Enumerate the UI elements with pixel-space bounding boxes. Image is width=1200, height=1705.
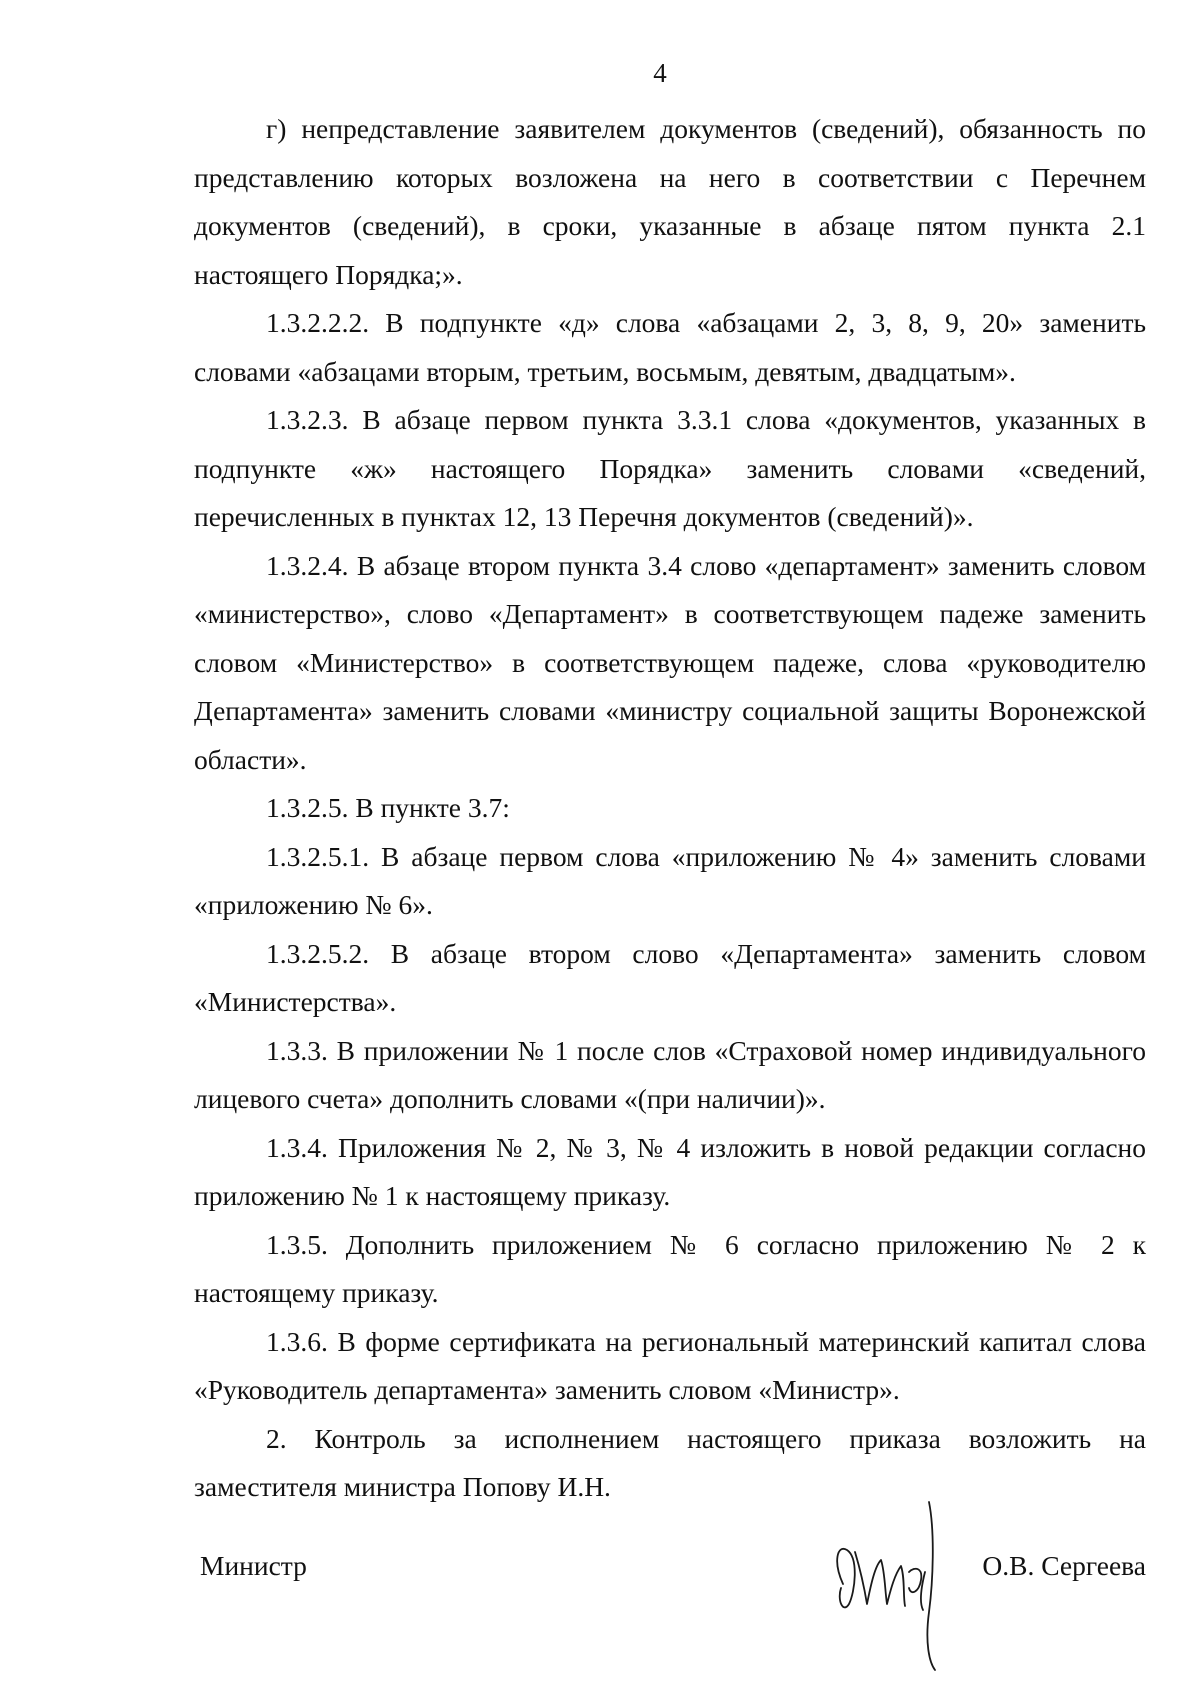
paragraph: 1.3.2.4. В абзаце втором пункта 3.4 слово «департамент» заменить словом «министерство», слово «Департамент» в соответствующем падеже заменить словом «Министерство» в соответствующем падеже, слова «руководителю Департамента» заменить словами «министру социальной защиты Воронежской области».: [194, 549, 1146, 775]
paragraph: 1.3.6. В форме сертификата на региональный материнский капитал слова «Руководитель департамента» заменить словом «Министр».: [194, 1325, 1146, 1405]
paragraph: 1.3.3. В приложении № 1 после слов «Страховой номер индивидуального лицевого счета» дополнить словами «(при наличии)».: [194, 1034, 1146, 1114]
paragraph: 1.3.2.3. В абзаце первом пункта 3.3.1 слова «документов, указанных в подпункте «ж» настоящего Порядка» заменить словами «сведений, перечисленных в пунктах 12, 13 Перечня документов (сведений)».: [194, 404, 1146, 532]
handwritten-signature: [825, 1492, 965, 1672]
signatory-title: Министр: [200, 1550, 307, 1581]
paragraph: 1.3.2.5.1. В абзаце первом слова «приложению № 4» заменить словами «приложению № 6».: [194, 840, 1146, 920]
paragraph: 2. Контроль за исполнением настоящего приказа возложить на заместителя министра Попову И.Н.: [194, 1422, 1146, 1502]
paragraph: г) непредставление заявителем документов (сведений), обязанность по представлению которых возложена на него в соответствии с Перечнем документов (сведений), в сроки, указанные в абзаце пятом пункта 2.1 настоящего Порядка;».: [194, 113, 1146, 290]
document-body: [194, 105, 1146, 1512]
signatory-name: О.В. Сергеева: [982, 1550, 1146, 1581]
page-number: 4: [653, 58, 667, 88]
signature-block: [200, 1522, 1146, 1642]
paragraph: 1.3.2.5.2. В абзаце втором слово «Департамента» заменить словом «Министерства».: [194, 937, 1146, 1017]
paragraph: 1.3.2.2.2. В подпункте «д» слова «абзацами 2, 3, 8, 9, 20» заменить словами «абзацами вторым, третьим, восьмым, девятым, двадцатым».: [194, 307, 1146, 387]
paragraph: 1.3.4. Приложения № 2, № 3, № 4 изложить в новой редакции согласно приложению № 1 к настоящему приказу.: [194, 1131, 1146, 1211]
paragraph: 1.3.2.5. В пункте 3.7:: [266, 792, 510, 823]
paragraph: 1.3.5. Дополнить приложением № 6 согласно приложению № 2 к настоящему приказу.: [194, 1228, 1146, 1308]
